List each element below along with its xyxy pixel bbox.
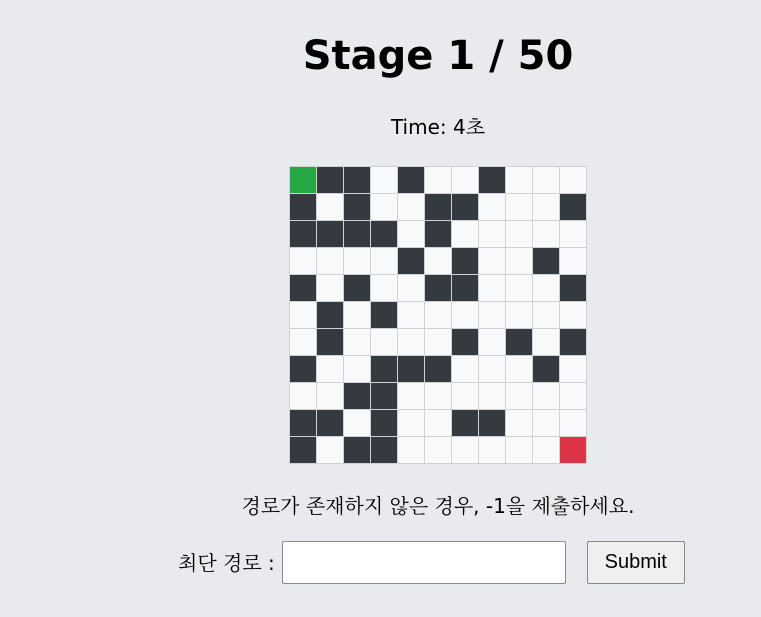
maze-cell-open [425, 248, 452, 275]
instruction-note: 경로가 존재하지 않은 경우, -1을 제출하세요. [241, 494, 635, 518]
maze-cell-open [479, 248, 506, 275]
maze-cell-wall [317, 302, 344, 329]
maze-cell-open [533, 194, 560, 221]
maze-cell-wall [317, 221, 344, 248]
maze-cell-open [533, 302, 560, 329]
maze-cell-wall [452, 410, 479, 437]
maze-cell-open [560, 167, 587, 194]
maze-cell-wall [371, 383, 398, 410]
maze-cell-wall [317, 167, 344, 194]
maze-cell-wall [290, 437, 317, 464]
maze-cell-open [479, 329, 506, 356]
maze-cell-open [506, 167, 533, 194]
maze-cell-open [317, 275, 344, 302]
maze-cell-wall [344, 167, 371, 194]
maze-cell-open [506, 356, 533, 383]
maze-cell-open [533, 437, 560, 464]
maze-cell-open [452, 437, 479, 464]
maze-cell-open [506, 302, 533, 329]
maze-cell-open [560, 383, 587, 410]
timer: Time: 4초 [390, 115, 486, 139]
maze-cell-open [452, 302, 479, 329]
maze-cell-open [317, 383, 344, 410]
maze-cell-wall [479, 410, 506, 437]
maze-cell-open [398, 437, 425, 464]
maze-cell-open [479, 383, 506, 410]
maze-cell-open [425, 329, 452, 356]
maze-cell-start [290, 167, 317, 194]
maze-cell-open [371, 248, 398, 275]
maze-cell-open [398, 221, 425, 248]
maze-cell-open [506, 194, 533, 221]
maze-cell-open [317, 356, 344, 383]
maze-cell-open [479, 356, 506, 383]
maze-cell-open [533, 329, 560, 356]
maze-cell-open [560, 221, 587, 248]
maze-cell-open [452, 167, 479, 194]
maze-cell-open [344, 329, 371, 356]
maze-cell-open [560, 410, 587, 437]
answer-label: 최단 경로 : [178, 550, 275, 575]
maze-cell-open [479, 275, 506, 302]
maze-cell-open [506, 410, 533, 437]
maze-cell-open [452, 221, 479, 248]
maze-cell-open [317, 437, 344, 464]
maze-cell-open [560, 248, 587, 275]
maze-cell-open [452, 356, 479, 383]
maze-cell-open [533, 275, 560, 302]
maze-cell-wall [452, 194, 479, 221]
maze-cell-wall [425, 221, 452, 248]
stage-title: Stage 1 / 50 [302, 33, 574, 79]
maze-cell-wall [506, 329, 533, 356]
maze-cell-wall [560, 329, 587, 356]
maze-cell-wall [371, 302, 398, 329]
maze-cell-wall [479, 167, 506, 194]
maze-cell-open [344, 248, 371, 275]
maze-cell-open [452, 383, 479, 410]
maze-cell-open [371, 329, 398, 356]
maze-cell-open [506, 383, 533, 410]
maze-cell-wall [371, 221, 398, 248]
answer-input[interactable] [282, 541, 566, 584]
maze-cell-wall [344, 194, 371, 221]
maze-cell-open [479, 194, 506, 221]
maze-cell-open [479, 302, 506, 329]
maze-cell-open [533, 221, 560, 248]
maze-cell-open [344, 410, 371, 437]
maze-cell-open [425, 167, 452, 194]
maze-cell-open [398, 302, 425, 329]
maze-cell-open [290, 329, 317, 356]
maze-cell-wall [452, 248, 479, 275]
maze-cell-open [533, 410, 560, 437]
maze-cell-wall [344, 275, 371, 302]
maze-cell-open [398, 194, 425, 221]
maze-cell-wall [533, 248, 560, 275]
maze-cell-wall [425, 194, 452, 221]
answer-form [178, 541, 685, 584]
maze-cell-wall [317, 329, 344, 356]
maze-cell-open [398, 410, 425, 437]
maze-cell-wall [398, 248, 425, 275]
maze-cell-wall [290, 221, 317, 248]
maze-cell-wall [560, 194, 587, 221]
maze-cell-wall [560, 275, 587, 302]
maze-cell-end [560, 437, 587, 464]
maze-cell-open [425, 437, 452, 464]
maze-cell-open [317, 194, 344, 221]
maze-cell-open [506, 437, 533, 464]
maze-cell-open [506, 221, 533, 248]
maze-cell-open [560, 356, 587, 383]
maze-cell-wall [344, 437, 371, 464]
maze-cell-wall [425, 275, 452, 302]
maze-cell-open [344, 302, 371, 329]
maze-cell-wall [533, 356, 560, 383]
maze-cell-wall [290, 356, 317, 383]
maze-cell-open [290, 383, 317, 410]
maze-cell-wall [371, 437, 398, 464]
maze-cell-wall [398, 356, 425, 383]
maze-cell-wall [452, 275, 479, 302]
maze-cell-wall [344, 221, 371, 248]
submit-button[interactable]: Submit [587, 541, 685, 584]
maze-cell-open [371, 194, 398, 221]
maze-cell-open [344, 356, 371, 383]
maze-cell-wall [398, 167, 425, 194]
maze-cell-wall [317, 410, 344, 437]
maze-cell-open [398, 383, 425, 410]
maze-cell-open [533, 383, 560, 410]
maze-cell-open [425, 410, 452, 437]
maze-cell-wall [344, 383, 371, 410]
maze-cell-open [290, 302, 317, 329]
maze-cell-open [425, 383, 452, 410]
maze-cell-open [479, 437, 506, 464]
maze-cell-wall [452, 329, 479, 356]
maze-cell-open [479, 221, 506, 248]
maze-cell-open [371, 275, 398, 302]
maze-cell-open [425, 302, 452, 329]
maze-cell-open [398, 275, 425, 302]
maze-cell-wall [290, 194, 317, 221]
maze-cell-open [560, 302, 587, 329]
maze-cell-open [317, 248, 344, 275]
maze-cell-wall [290, 275, 317, 302]
maze-cell-open [506, 275, 533, 302]
maze-cell-wall [371, 356, 398, 383]
maze-cell-wall [290, 410, 317, 437]
maze-cell-wall [425, 356, 452, 383]
maze-cell-open [506, 248, 533, 275]
maze-grid [289, 166, 587, 464]
maze-cell-open [533, 167, 560, 194]
maze-cell-open [290, 248, 317, 275]
maze-cell-wall [371, 410, 398, 437]
maze-cell-open [371, 167, 398, 194]
maze-cell-open [398, 329, 425, 356]
